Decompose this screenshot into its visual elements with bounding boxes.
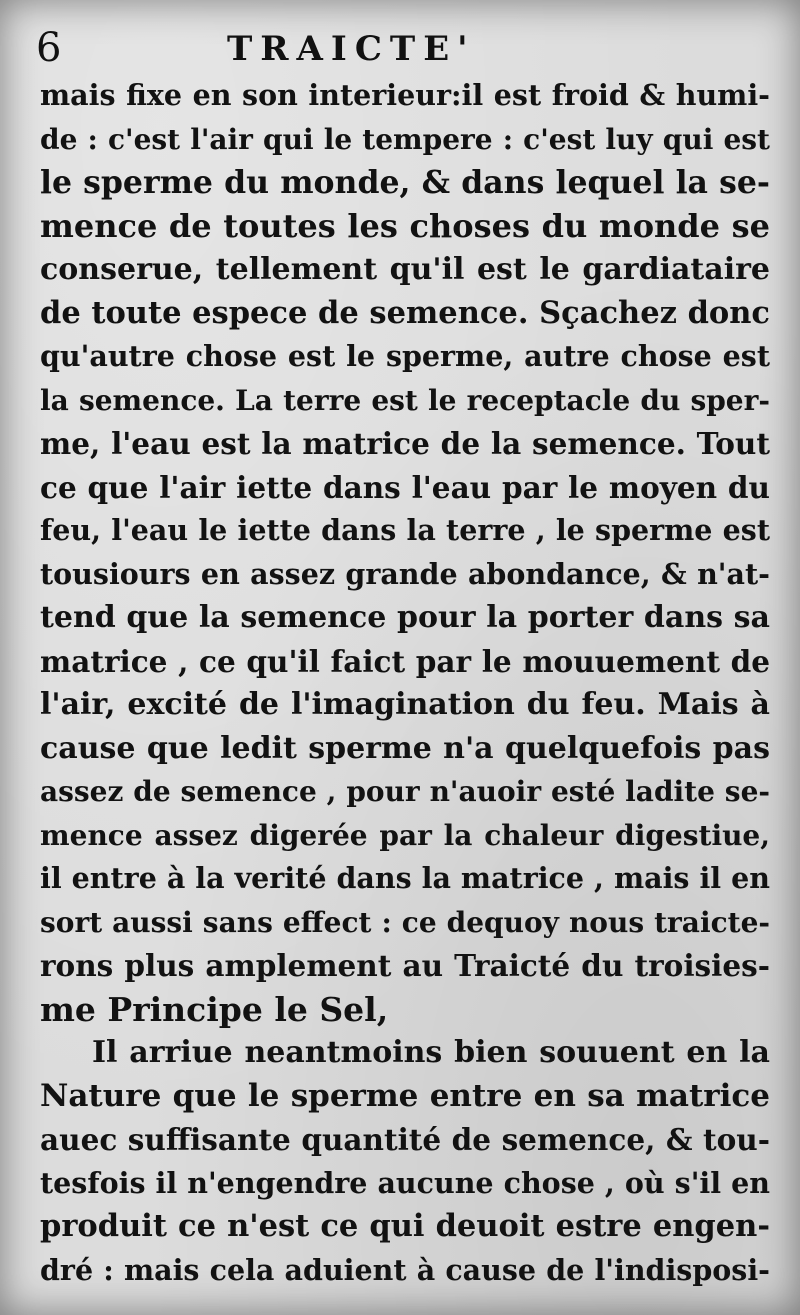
- text-line: feu, l'eau le iette dans la terre , le sperme est: [40, 513, 770, 547]
- text-line: matrice , ce qu'il faict par le mouuement de: [40, 643, 770, 679]
- text-line: le sperme du monde, & dans lequel la se-: [40, 164, 770, 201]
- text-line: qu'autre chose est le sperme, autre chose est: [40, 339, 770, 373]
- page-number: 6: [36, 25, 62, 71]
- text-line: auec suffisante quantité de semence, & tou-: [40, 1122, 770, 1157]
- text-line: l'air, excité de l'imagination du feu. Mais à: [40, 687, 770, 722]
- text-line: tend que la semence pour la porter dans sa: [40, 600, 770, 635]
- text-line: de : c'est l'air qui le tempere : c'est luy qui est: [40, 122, 770, 156]
- text-line: me, l'eau est la matrice de la semence. Tout: [40, 426, 770, 461]
- text-line: tesfois il n'engendre aucune chose , où s'il en: [40, 1165, 770, 1200]
- text-line: il entre à la verité dans la matrice , mais il en: [40, 861, 770, 895]
- text-line: de toute espece de semence. Sçachez donc: [40, 294, 770, 331]
- text-line: Nature que le sperme entre en sa matrice: [40, 1077, 770, 1114]
- text-line: me Principe le Sel,: [40, 989, 389, 1029]
- body-text: [40, 74, 770, 1292]
- text-line: produit ce n'est ce qui deuoit estre engen-: [40, 1208, 770, 1244]
- text-line: conserue, tellement qu'il est le gardiataire: [40, 252, 770, 287]
- text-line: mais fixe en son interieur:il est froid & humi-: [40, 78, 770, 112]
- text-line: cause que ledit sperme n'a quelquefois pas: [40, 730, 770, 766]
- text-line: sort aussi sans effect : ce dequoy nous traicte-: [40, 905, 770, 939]
- text-line: ce que l'air iette dans l'eau par le moyen du: [40, 469, 770, 505]
- text-line: assez de semence , pour n'auoir esté ladite se-: [40, 775, 770, 808]
- paragraph-start-line: Il arriue neantmoins bien souuent en la: [92, 1035, 770, 1070]
- text-line: la semence. La terre est le receptacle du sper-: [40, 383, 770, 417]
- running-head: TRAICTE': [227, 29, 476, 69]
- text-line: rons plus amplement au Traicté du troisies-: [40, 948, 770, 983]
- text-line: mence de toutes les choses du monde se: [40, 206, 770, 245]
- text-line: mence assez digerée par la chaleur digestiue,: [40, 818, 770, 852]
- text-line: tousiours en assez grande abondance, & n'at-: [40, 556, 770, 591]
- page-header: [32, 22, 768, 74]
- text-line: dré : mais cela aduient à cause de l'indisposi-: [40, 1252, 770, 1287]
